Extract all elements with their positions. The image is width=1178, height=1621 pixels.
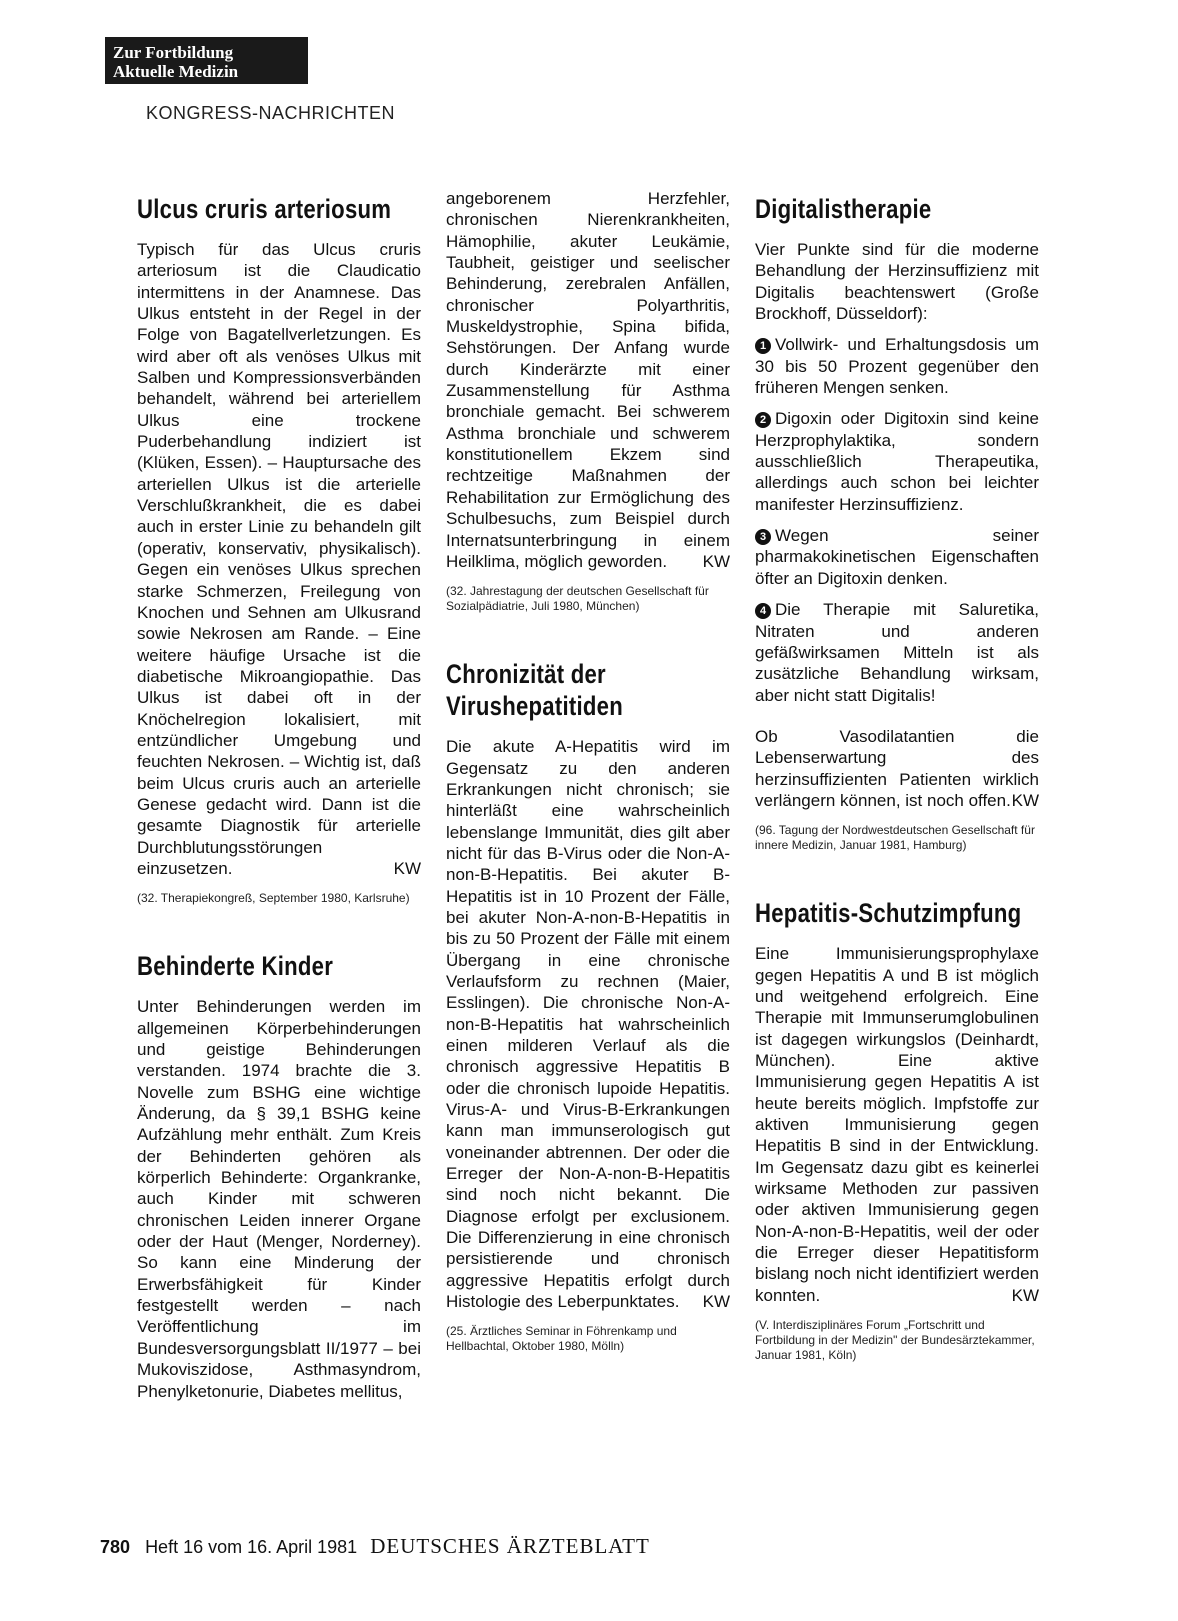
article-source-ulcus: (32. Therapiekongreß, September 1980, Karlsruhe) <box>137 891 410 906</box>
article-title-behinderte: Behinderte Kinder <box>137 951 334 982</box>
article-title-digitalis: Digitalistherapie <box>755 194 932 224</box>
author-initials: KW <box>702 551 730 571</box>
article-source-digitalis: (96. Tagung der Nordwestdeutschen Gesellschaft für innere Medizin, Januar 1981, Hamburg) <box>755 823 1035 853</box>
author-initials: KW <box>1011 1285 1039 1305</box>
section-tag <box>105 37 308 84</box>
tag-line-2: Aktuelle Medizin <box>113 62 239 81</box>
column-2 <box>446 188 730 1354</box>
author-initials: KW <box>1011 790 1039 810</box>
digitalis-point-4: 4 Die Therapie mit Saluretika, Nitraten und anderen gefäßwirksamen Mitteln ist als zusätzliche Behandlung wirksam, aber nicht statt Digitalis! <box>755 600 1039 705</box>
article-body-chronizitaet: Die akute A-Hepatitis wird im Gegensatz zu den anderen Erkrankungen nicht chronisch; sie hinterläßt eine wahrscheinlich lebenslange Immunität, dies gilt aber nicht für das B-Virus oder die Non-A-non-B-Hepatitis. Bei akuter B-Hepatitis ist in 10 Prozent der Fälle, bei akuter Non-A-non-B-Hepatitis in bis zu 50 Prozent der Fälle mit einem Übergang in eine chronische Verlaufsform zu rechnen (Maier, Esslingen). Die chronische Non-A-non-B-Hepatitis hat wahrscheinlich einen milderen Verlauf als die chronisch aggressive Hepatitis B oder die chronisch lupoide Hepatitis. Virus-A- und Virus-B-Erkrankungen kann man immunserologisch gut voneinander abtrennen. Der oder die Erreger der Non-A-non-B-Hepatitis sind noch nicht bekannt. Die Diagnose erfolgt per exclusionem. Die Differenzierung in eine chronisch persistierende und chronisch aggressive Hepatitis erfolgt durch Histologie des Leberpunktates. KW <box>446 737 730 1312</box>
digitalis-point-3: 3 Wegen seiner pharmakokinetischen Eigenschaften öfter an Digitoxin denken. <box>755 526 1039 588</box>
digitalis-point-1: 1 Vollwirk- und Erhaltungsdosis um 30 bis 50 Prozent gegenüber den früheren Mengen senken. <box>755 335 1039 398</box>
article-outro-digitalis: Ob Vasodilatantien die Lebenserwartung des herzinsuffizienten Patienten wirklich verlängern können, ist noch offen. KW <box>755 726 1039 810</box>
article-title-hepatitis: Hepatitis-Schutzimpfung <box>755 898 1022 929</box>
article-body-behinderte-part1: Unter Behinderungen werden im allgemeinen Körperbehinderungen und geistige Behinderungen verstanden. 1974 brachte die 3. Novelle zum BSHG eine wichtige Änderung, da § 39,1 BSHG keine Aufzählung mehr enthält. Zum Kreis der Behinderten gehören als körperlich Behinderte: Organkranke, auch Kinder mit schweren chronischen Leiden innerer Organe oder der Haut (Menger, Norderney). So kann eine Minderung der Erwerbsfähigkeit für Kinder festgestellt werden – nach Veröffentlichung im Bundesversorgungsblatt II/1977 – bei Mukoviszidose, Asthmasyndrom, Phenylketonurie, Diabetes mellitus, <box>137 997 421 1401</box>
issue-info: Heft 16 vom 16. April 1981 <box>145 1537 358 1557</box>
author-initials: KW <box>393 858 421 878</box>
tag-line-1: Zur Fortbildung <box>113 43 234 62</box>
article-body-behinderte-part2: angeborenem Herzfehler, chronischen Nierenkrankheiten, Hämophilie, akuter Leukämie, Taubheit, geistiger und seelischer Behinderung, zerebralen Anfällen, chronischer Polyarthritis, Muskeldystrophie, Spina bifida, Sehstörungen. Der Anfang wurde durch Kinderärzte mit einer Zusammenstellung für Asthma bronchiale gemacht. Bei schwerem Asthma bronchiale und schwerem konstitutionellem Ekzem sind rechtzeitige Maßnahmen der Rehabilitation zur Ermöglichung des Schulbesuchs, zum Beispiel durch Internatsunterbringung in einem Heilklima, möglich geworden. KW <box>446 189 730 571</box>
page-number: 780 <box>100 1537 131 1557</box>
digitalis-point-2: 2 Digoxin oder Digitoxin sind keine Herzprophylaktika, sondern ausschließlich Therapeutika, allerdings auch schon bei leichter manifester Herzinsuffizienz. <box>755 409 1039 514</box>
article-body-ulcus: Typisch für das Ulcus cruris arteriosum ist die Claudicatio intermittens in der Anamnese. Das Ulkus entsteht in der Regel in der Folge von Bagatellverletzungen. Es wird aber oft als venöses Ulkus mit Salben und Kompressionsverbänden behandelt, während bei arteriellem Ulkus eine trockene Puderbehandlung indiziert ist (Klüken, Essen). – Hauptursache des arteriellen Ulkus ist die arterielle Verschlußkrankheit, die es dabei auch in erster Linie zu behandeln gilt (operativ, konservativ, physikalisch). Gegen ein venöses Ulkus sprechen starke Schmerzen, Freilegung von Knochen und Sehnen am Ulkusrand sowie Nekrosen am Rande. – Eine weitere häufige Ursache ist die diabetische Mikroangiopathie. Das Ulkus ist dabei oft in der Knöchelregion lokalisiert, mit entzündlicher Umgebung und feuchten Nekrosen. – Wichtig ist, daß beim Ulcus cruris auch an arterielle Genese gedacht wird. Dann ist die gesamte Diagnostik für arterielle Durchblutungsstörungen einzusetzen. KW <box>137 240 421 878</box>
column-1 <box>137 193 421 1402</box>
page-footer <box>100 1534 650 1559</box>
article-title-chronizitaet-1: Chronizität der <box>446 659 606 690</box>
article-source-chronizitaet: (25. Ärztliches Seminar in Föhrenkamp und Hellbachtal, Oktober 1980, Mölln) <box>446 1324 677 1354</box>
author-initials: KW <box>702 1292 730 1312</box>
section-label: KONGRESS-NACHRICHTEN <box>146 103 396 123</box>
magazine-name: DEUTSCHES ÄRZTEBLATT <box>370 1534 650 1558</box>
article-body-hepatitis: Eine Immunisierungsprophylaxe gegen Hepatitis A und B ist möglich und weitgehend erfolgreich. Eine Therapie mit Immunserumglobulinen ist dagegen wirkungslos (Deinhardt, München). Eine aktive Immunisierung gegen Hepatitis A ist heute bereits möglich. Impfstoffe zur aktiven Immunisierung gegen Hepatitis B sind in der Entwicklung. Im Gegensatz dazu gibt es keinerlei wirksame Methoden zur passiven oder aktiven Immunisierung gegen Non-A-non-B-Hepatitis, weil der oder die Erreger dieser Hepatitisform bislang noch nicht identifiziert werden konnten. KW <box>755 944 1039 1305</box>
article-title-chronizitaet-2: Virushepatitiden <box>446 691 623 722</box>
article-intro-digitalis: Vier Punkte sind für die moderne Behandlung der Herzinsuffizienz mit Digitalis beachtenswert (Große Brockhoff, Düsseldorf): <box>755 240 1039 324</box>
column-3 <box>755 193 1039 1363</box>
article-source-hepatitis: (V. Interdisziplinäres Forum „Fortschritt und Fortbildung in der Medizin" der Bundesärztekammer, Januar 1981, Köln) <box>755 1318 1035 1363</box>
article-source-behinderte: (32. Jahrestagung der deutschen Gesellschaft für Sozialpädiatrie, Juli 1980, München) <box>446 584 709 614</box>
article-title-ulcus: Ulcus cruris arteriosum <box>137 194 392 224</box>
